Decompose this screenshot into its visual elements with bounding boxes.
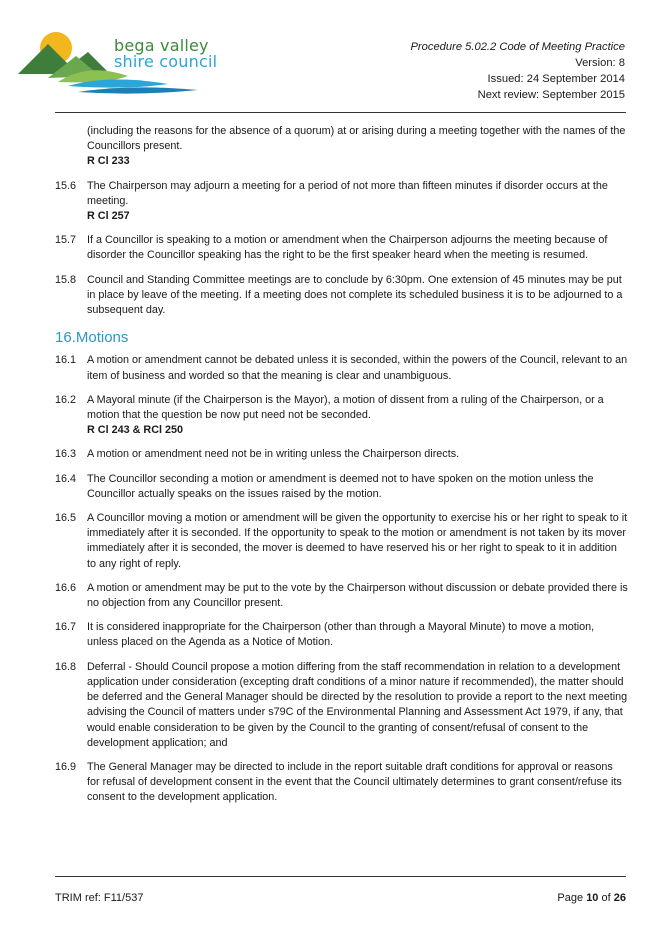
clause-number: 15.7 bbox=[55, 234, 77, 247]
page-of: of bbox=[601, 892, 611, 904]
logo-line-1: bega valley bbox=[114, 36, 209, 55]
clause-number: 15.8 bbox=[55, 273, 77, 286]
doc-version: Version: 8 bbox=[575, 57, 625, 69]
document-header bbox=[410, 39, 625, 103]
clause-number: 16.2 bbox=[55, 393, 77, 406]
clause-text: A Councillor moving a motion or amendment will be given the opportunity to exercise his or her right to speak to it immediately after it is seconded. If the opportunity to speak to the motion or amendment is not taken by its mover immediately after it is seconded, the mover is deemed to have reserved his or her right to speak to it in addition to any right of reply. bbox=[87, 512, 628, 570]
clause-text: Deferral - Should Council propose a motion differing from the staff recommendation in relation to a development application under consideration (excepting draft conditions of a minor nature if recommended), the matter should be deferred and the General Manager should be directed by the resolution to provide a report to the next meeting advising the Council of matters under s79C of the Environmental Planning and Assessment Act 1979, if any, that would enable consideration to be given by the Council to the granting of consent/refusal of consent to the development application; and bbox=[87, 660, 628, 749]
doc-next-review: Next review: September 2015 bbox=[477, 89, 625, 101]
clause-text: The Chairperson may adjourn a meeting for a period of not more than fifteen minutes if disorder occurs at the meeting. bbox=[87, 179, 608, 207]
clause-number: 16.5 bbox=[55, 512, 77, 525]
clause-number: 16.8 bbox=[55, 660, 77, 673]
clause-number: 16.9 bbox=[55, 760, 77, 773]
clause-text: If a Councillor is speaking to a motion or amendment when the Chairperson adjourns the meeting because of disorder the Councillor speaking has the right to be the first speaker heard when the meeting is resumed. bbox=[87, 234, 608, 262]
clause-text: A motion or amendment may be put to the vote by the Chairperson without discussion or debate provided there is no objection from any Councillor present. bbox=[87, 581, 628, 610]
clause-number: 16.6 bbox=[55, 581, 77, 594]
clause-text: It is considered inappropriate for the Chairperson (other than through a Mayoral Minute) to move a motion, unless placed on the Agenda as a Notice of Motion. bbox=[87, 621, 595, 649]
clause-16-3 bbox=[55, 447, 628, 462]
clause-text: A Mayoral minute (if the Chairperson is the Mayor), a motion of dissent from a ruling of the Chairperson, or a motion that the question be now put need not be seconded. bbox=[87, 393, 604, 422]
document-body bbox=[55, 124, 628, 815]
regulation-ref: R Cl 243 & RCl 250 bbox=[87, 424, 184, 437]
clause-16-1 bbox=[55, 353, 628, 383]
section-number: 16. bbox=[55, 329, 76, 347]
trim-reference: TRIM ref: F11/537 bbox=[55, 892, 144, 904]
header-divider bbox=[55, 112, 626, 113]
clause-16-5 bbox=[55, 511, 628, 572]
clause-number: 16.1 bbox=[55, 354, 77, 367]
logo-text bbox=[114, 38, 217, 70]
clause-16-6 bbox=[55, 581, 628, 611]
doc-issued: Issued: 24 September 2014 bbox=[487, 73, 625, 85]
continuation-text: (including the reasons for the absence of a quorum) at or arising during a meeting together with the names of the Councillors present. bbox=[87, 125, 626, 153]
logo-line-2: shire council bbox=[114, 52, 218, 71]
clause-16-4 bbox=[55, 472, 628, 502]
clause-text: Council and Standing Committee meetings are to conclude by 6:30pm. One extension of 45 minutes may be put in place by leave of the meeting. If a meeting does not complete its scheduled business it is to be adjourned to a subsequent day. bbox=[87, 273, 623, 317]
clause-text: The General Manager may be directed to include in the report suitable draft conditions for approval or reasons for refusal of development consent in the event that the Council ultimately determines to grant consent/refuse its consent to the development application. bbox=[87, 760, 622, 804]
clause-number: 16.7 bbox=[55, 621, 77, 634]
doc-title: Procedure 5.02.2 Code of Meeting Practice bbox=[410, 41, 625, 53]
clause-number: 16.4 bbox=[55, 472, 77, 485]
continuation-paragraph bbox=[55, 124, 628, 170]
section-title: Motions bbox=[75, 329, 129, 347]
clause-15-7 bbox=[55, 233, 628, 263]
clause-16-7 bbox=[55, 620, 628, 650]
page-total: 26 bbox=[613, 892, 626, 904]
clause-16-2 bbox=[55, 393, 628, 439]
clause-number: 16.3 bbox=[55, 448, 77, 461]
regulation-ref: R Cl 233 bbox=[87, 155, 130, 168]
page-number bbox=[557, 892, 626, 904]
clause-text: The Councillor seconding a motion or amendment is deemed not to have spoken on the motion unless the Councillor actually speaks on the issues raised by the motion. bbox=[87, 472, 594, 500]
clause-15-8 bbox=[55, 273, 628, 319]
clause-15-6 bbox=[55, 179, 628, 225]
clause-number: 15.6 bbox=[55, 179, 77, 192]
clause-16-9 bbox=[55, 760, 628, 806]
section-heading-motions bbox=[55, 330, 628, 345]
regulation-ref: R Cl 257 bbox=[87, 210, 130, 223]
clause-text: A motion or amendment cannot be debated unless it is seconded, within the powers of the Council, relevant to an item of business and worded so that the meaning is clear and unambiguous. bbox=[87, 354, 628, 382]
page-prefix: Page bbox=[557, 892, 584, 904]
footer-divider bbox=[55, 876, 626, 877]
clause-text: A motion or amendment need not be in writing unless the Chairperson directs. bbox=[87, 448, 460, 461]
clause-16-8 bbox=[55, 660, 628, 751]
page-current: 10 bbox=[586, 892, 599, 904]
